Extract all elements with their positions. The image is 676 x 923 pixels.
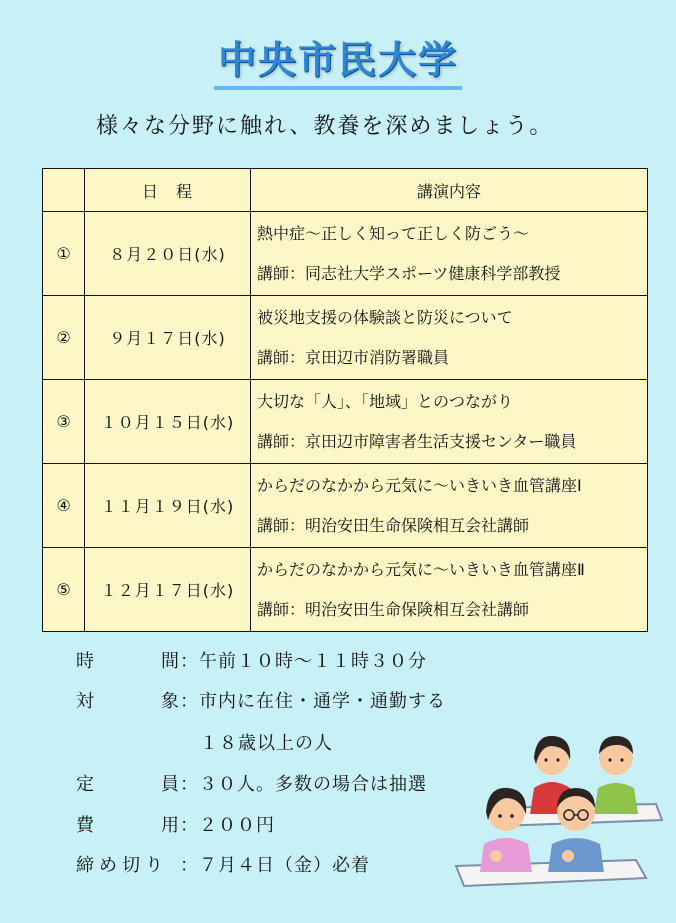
lecturer: 講師：明治安田生命保険相互会社講師 <box>257 599 530 619</box>
label-char: 用 <box>161 815 180 836</box>
row-date: ９月１７日(水) <box>85 296 251 380</box>
info-value: ：７月４日（金）必着 <box>180 855 370 876</box>
table-header-row <box>43 169 648 212</box>
table-row <box>43 296 648 380</box>
info-value: ：２００円 <box>180 815 275 836</box>
lecture-title: からだのなかから元気に～いきいき血管講座Ⅰ <box>257 475 582 495</box>
info-target <box>76 690 446 714</box>
label-char: 定 <box>76 774 95 795</box>
info-label <box>76 650 180 674</box>
info-capacity <box>76 773 427 797</box>
row-content <box>251 380 648 464</box>
page-title: 中央市民大学 <box>214 36 462 90</box>
student-front-left <box>480 788 532 872</box>
lecturer: 講師：明治安田生命保険相互会社講師 <box>257 515 530 535</box>
row-date: １０月１５日(水) <box>85 380 251 464</box>
row-date: １１月１９日(水) <box>85 464 251 548</box>
lecturer: 講師：京田辺市消防署職員 <box>257 347 450 367</box>
lecture-title: 熱中症～正しく知って正しく防ごう～ <box>257 223 530 243</box>
header-num <box>43 169 85 212</box>
header-content: 講演内容 <box>251 169 648 212</box>
table-row <box>43 464 648 548</box>
row-content <box>251 296 648 380</box>
info-label <box>76 814 180 838</box>
lecture-title: 被災地支援の体験談と防災について <box>257 307 513 327</box>
row-date: ８月２０日(水) <box>85 212 251 296</box>
info-value: ：市内に在住・通学・通勤する <box>180 691 446 712</box>
row-content <box>251 464 648 548</box>
label-char: 員 <box>161 774 180 795</box>
info-time <box>76 650 427 674</box>
schedule-table <box>42 168 648 632</box>
row-content <box>251 212 648 296</box>
page-title-wrap <box>0 36 676 90</box>
info-value: ：３０人。多数の場合は抽選 <box>180 774 427 795</box>
table-row <box>43 380 648 464</box>
row-number: ③ <box>43 380 85 464</box>
label-char: 費 <box>76 815 95 836</box>
label-char: 時 <box>76 651 95 672</box>
info-label: 締め切り <box>76 855 168 876</box>
lecturer: 講師：同志社大学スポーツ健康科学部教授 <box>257 263 561 283</box>
header-date: 日 程 <box>85 169 251 212</box>
label-char: 間 <box>161 651 180 672</box>
info-deadline <box>76 854 370 878</box>
info-value: ：午前１０時～１１時３０分 <box>180 651 427 672</box>
row-number: ⑤ <box>43 548 85 632</box>
label-char: 象 <box>161 691 180 712</box>
table-row <box>43 548 648 632</box>
subtitle: 様々な分野に触れ、教養を深めましょう。 <box>96 114 554 139</box>
row-number: ① <box>43 212 85 296</box>
label-char: 対 <box>76 691 95 712</box>
info-label <box>76 690 180 714</box>
row-date: １２月１７日(水) <box>85 548 251 632</box>
row-number: ④ <box>43 464 85 548</box>
info-target-line2: １８歳以上の人 <box>200 733 333 754</box>
students-illustration <box>450 716 664 896</box>
row-content <box>251 548 648 632</box>
table-row <box>43 212 648 296</box>
info-label <box>76 773 180 797</box>
lecture-title: からだのなかから元気に～いきいき血管講座Ⅱ <box>257 559 585 579</box>
row-number: ② <box>43 296 85 380</box>
info-fee <box>76 814 275 838</box>
lecturer: 講師：京田辺市障害者生活支援センター職員 <box>257 431 577 451</box>
lecture-title: 大切な「人」、「地域」とのつながり <box>257 391 514 411</box>
student-back-right <box>594 736 638 814</box>
